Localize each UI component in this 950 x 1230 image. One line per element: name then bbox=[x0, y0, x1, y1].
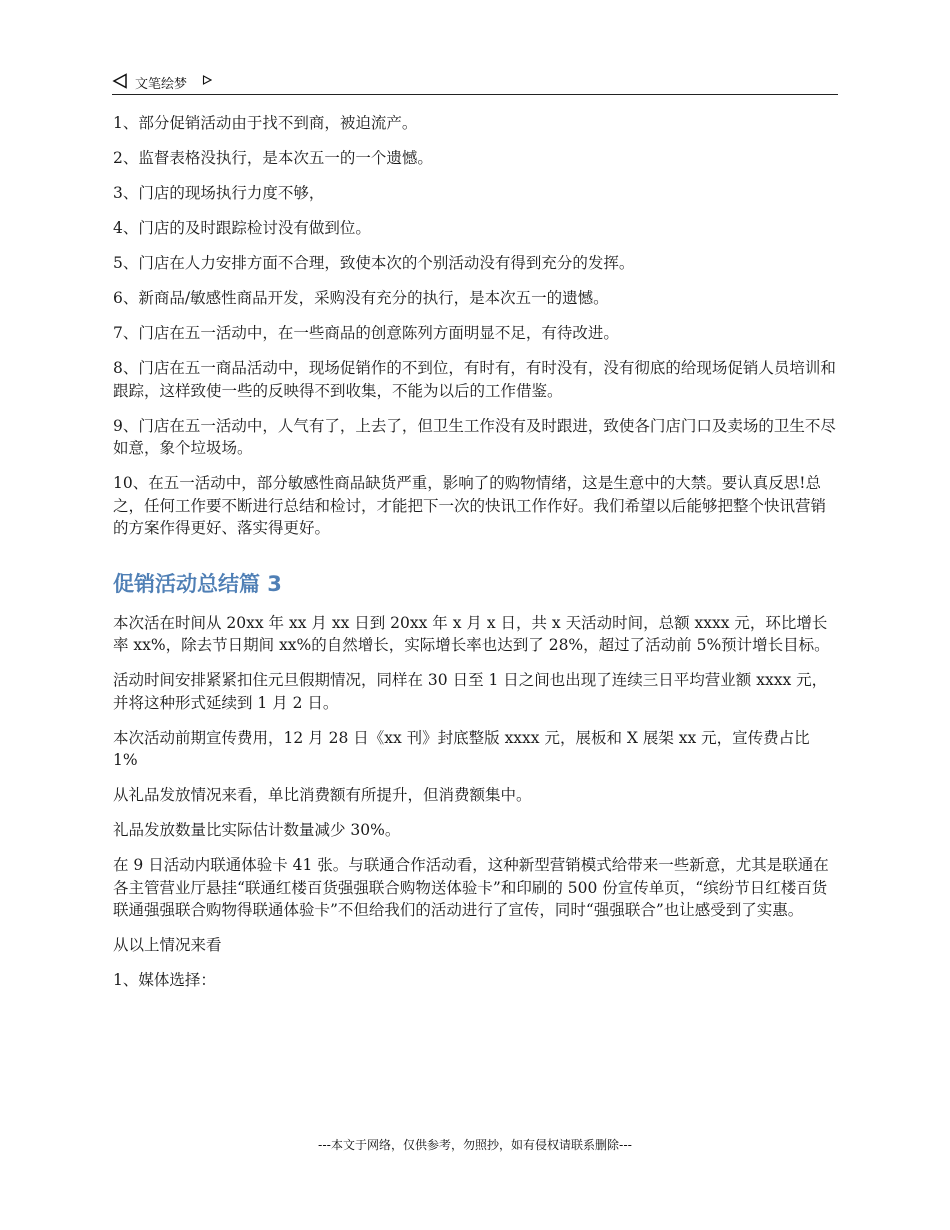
paragraph: 本次活在时间从 20xx 年 xx 月 xx 日到 20xx 年 x 月 x 日，共 x 天活动时间，总额 xxxx 元，环比增长率 xx%，除去节日期间 xx%的自然增长，实际增长率也达到了 28%，超过了活动前 5%预计增长目标。 bbox=[113, 613, 830, 654]
list-item: 4、门店的及时跟踪检讨没有做到位。 bbox=[113, 219, 371, 237]
list-item: 9、门店在五一活动中，人气有了，上去了，但卫生工作没有及时跟进，致使各门店门口及卖场的卫生不尽如意，象个垃圾场。 bbox=[113, 416, 836, 457]
paragraph: 从礼品发放情况来看，单比消费额有所提升，但消费额集中。 bbox=[113, 786, 532, 804]
list-item: 8、门店在五一商品活动中，现场促销作的不到位，有时有，有时没有，没有彻底的给现场促销人员培训和跟踪，这样致使一些的反映得不到收集，不能为以后的工作借鉴。 bbox=[113, 359, 836, 400]
paragraph: 礼品发放数量比实际估计数量减少 30%。 bbox=[113, 821, 401, 839]
page-header bbox=[112, 70, 838, 95]
triangle-left-outline-icon bbox=[112, 73, 128, 89]
section-heading: 促销活动总结篇 3 bbox=[113, 571, 282, 596]
paragraph: 活动时间安排紧紧扣住元旦假期情况，同样在 30 日至 1 日之间也出现了连续三日平均营业额 xxxx 元，并将这种形式延续到 1 月 2 日。 bbox=[113, 671, 828, 712]
page-footer: ---本文于网络，仅供参考，勿照抄，如有侵权请联系删除--- bbox=[318, 1138, 632, 1152]
list-item: 3、门店的现场执行力度不够， bbox=[113, 184, 325, 202]
list-item: 2、监督表格没执行，是本次五一的一个遗憾。 bbox=[113, 149, 433, 167]
paragraph: 从以上情况来看 bbox=[113, 936, 222, 954]
list-item: 7、门店在五一活动中，在一些商品的创意陈列方面明显不足，有待改进。 bbox=[113, 324, 619, 342]
list-item: 10、在五一活动中，部分敏感性商品缺货严重，影响了的购物情绪，这是生意中的大禁。要认真反思!总之，任何工作要不断进行总结和检讨，才能把下一次的快讯工作作好。我们希望以后能够把整个快讯营销的方案作得更好、落实得更好。 bbox=[113, 474, 827, 537]
list-item: 1、部分促销活动由于找不到商，被迫流产。 bbox=[113, 114, 418, 132]
document-body bbox=[113, 112, 838, 1004]
paragraph: 本次活动前期宣传费用，12 月 28 日《xx 刊》封底整版 xxxx 元，展板和 X 展架 xx 元，宣传费占比 1% bbox=[113, 728, 810, 769]
paragraph: 在 9 日活动内联通体验卡 41 张。与联通合作活动看，这种新型营销模式给带来一些新意，尤其是联通在各主管营业厅悬挂“联通红楼百货强强联合购物送体验卡”和印刷的 500 份宣传单页，“缤纷节日红楼百货联通强强联合购物得联通体验卡”不但给我们的活动进行了宣传，同时“强强联合”也让感受到了实惠。 bbox=[113, 856, 829, 919]
paragraph: 1、媒体选择： bbox=[113, 971, 216, 989]
header-brand: 文笔绘梦 bbox=[135, 77, 188, 92]
list-item: 5、门店在人力安排方面不合理，致使本次的个别活动没有得到充分的发挥。 bbox=[113, 254, 635, 272]
triangle-right-outline-icon bbox=[202, 75, 212, 85]
list-item: 6、新商品/敏感性商品开发，采购没有充分的执行，是本次五一的遗憾。 bbox=[113, 289, 609, 307]
